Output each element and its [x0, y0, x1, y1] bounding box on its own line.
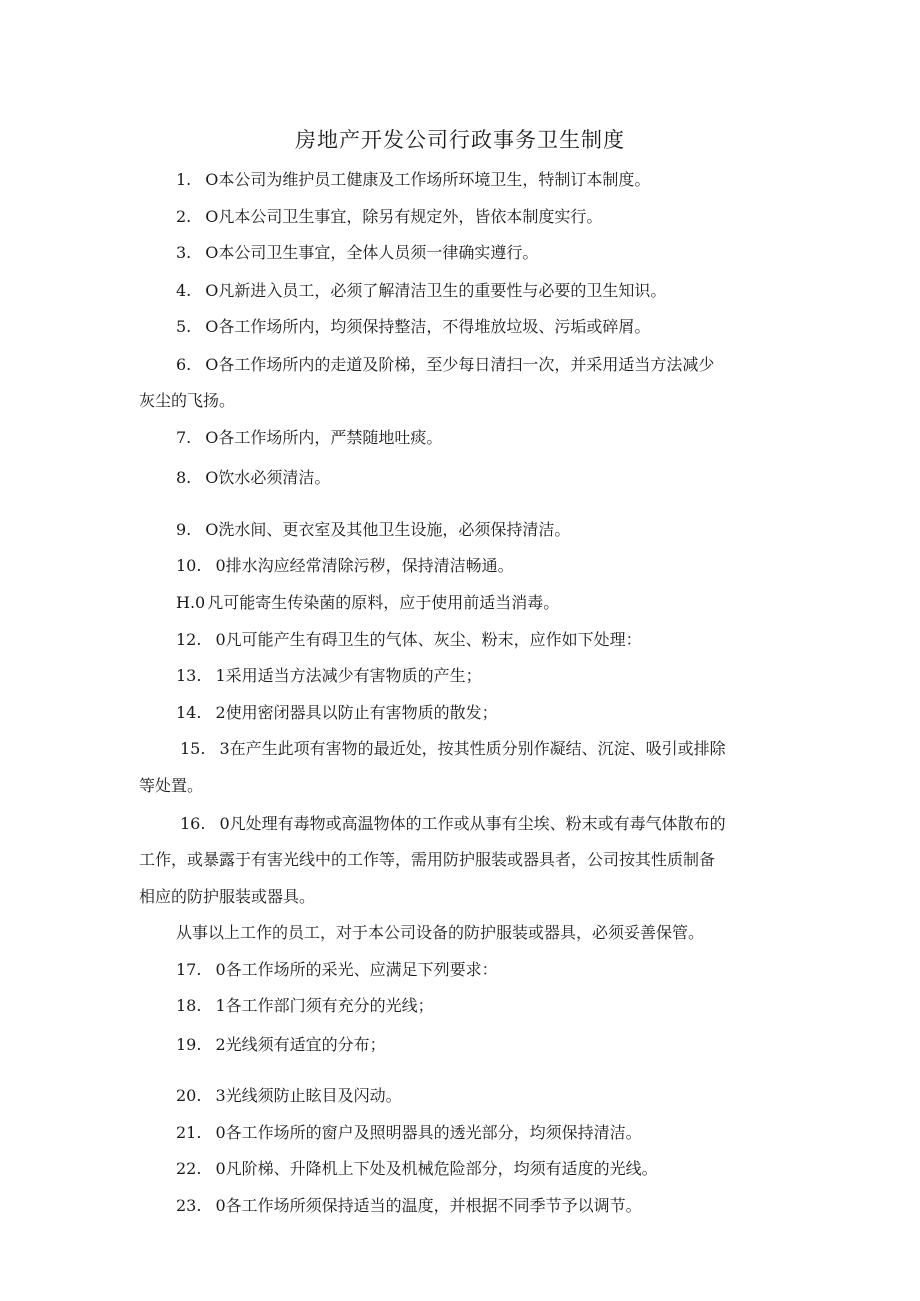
- item-text: 2使用密闭器具以防止有害物质的散发；: [215, 703, 498, 722]
- item-6-continuation: 灰尘的飞扬。: [139, 391, 236, 410]
- item-number: 12.: [176, 630, 202, 649]
- item-11: [176, 593, 559, 613]
- item-21: [176, 1123, 642, 1143]
- item-number: 4.: [176, 281, 192, 300]
- item-19: [176, 1035, 386, 1055]
- item-number: 17.: [176, 960, 202, 979]
- item-12: [176, 630, 642, 650]
- item-number: H.0: [176, 593, 206, 612]
- item-text: 1采用适当方法减少有害物质的产生；: [215, 666, 482, 685]
- item-text: 0凡处理有毒物或高温物体的工作或从事有尘埃、粉末或有毒气体散布的: [219, 814, 726, 833]
- item-number: 19.: [176, 1035, 202, 1054]
- item-8: [176, 468, 330, 488]
- item-15: [180, 739, 726, 759]
- item-text: O本公司卫生事宜，全体人员须一律确实遵行。: [205, 243, 539, 262]
- item-number: 18.: [176, 996, 202, 1015]
- item-text: 凡可能寄生传染菌的原料，应于使用前适当消毒。: [207, 593, 560, 612]
- item-number: 7.: [176, 428, 192, 447]
- item-1: [176, 170, 650, 190]
- item-text: O饮水必须清洁。: [205, 468, 331, 487]
- item-text: O洗水间、更衣室及其他卫生设施，必须保持清洁。: [205, 520, 571, 539]
- item-10: [176, 556, 514, 576]
- item-text: 0排水沟应经常清除污秽，保持清洁畅通。: [215, 556, 514, 575]
- document-title: 房地产开发公司行政事务卫生制度: [295, 128, 625, 152]
- item-text: 从事以上工作的员工，对于本公司设备的防护服装或器具，必须妥善保管。: [176, 923, 705, 942]
- item-text: O凡本公司卫生事宜，除另有规定外，皆依本制度实行。: [205, 207, 603, 226]
- item-number: 5.: [176, 317, 192, 336]
- item-text: O各工作场所内，严禁随地吐痰。: [205, 428, 443, 447]
- item-text: 1各工作部门须有充分的光线；: [215, 996, 434, 1015]
- item-text: 0各工作场所的窗户及照明器具的透光部分，均须保持清洁。: [215, 1123, 642, 1142]
- item-number: 16.: [180, 814, 206, 833]
- item-number: 22.: [176, 1159, 202, 1178]
- item-number: 6.: [176, 355, 192, 374]
- item-9: [176, 520, 570, 540]
- item-number: 14.: [176, 703, 202, 722]
- item-number: 1.: [176, 170, 192, 189]
- item-22: [176, 1159, 658, 1179]
- item-text: O各工作场所内的走道及阶梯，至少每日清扫一次，并采用适当方法减少: [205, 355, 715, 374]
- item-16-continuation: 工作，或暴露于有害光线中的工作等，需用防护服装或器具者，公司按其性质制备: [139, 850, 716, 869]
- item-18: [176, 996, 434, 1016]
- item-23: [176, 1196, 642, 1216]
- item-number: 2.: [176, 207, 192, 226]
- item-number: 23.: [176, 1196, 202, 1215]
- item-13: [176, 666, 482, 686]
- item-17: [176, 960, 498, 980]
- item-text: 3在产生此项有害物的最近处，按其性质分别作凝结、沉淀、吸引或排除: [219, 739, 726, 758]
- item-number: 10.: [176, 556, 202, 575]
- item-2: [176, 207, 602, 227]
- item-text: 0各工作场所须保持适当的温度，并根据不同季节予以调节。: [215, 1196, 642, 1215]
- item-4: [176, 281, 666, 301]
- item-text: O本公司为维护员工健康及工作场所环境卫生，特制订本制度。: [205, 170, 651, 189]
- item-number: 15.: [180, 739, 206, 758]
- item-16: [180, 814, 726, 834]
- item-5: [176, 317, 650, 337]
- item-number: 13.: [176, 666, 202, 685]
- item-text: 3光线须防止眩目及闪动。: [215, 1086, 402, 1105]
- item-text: 2光线须有适宜的分布；: [215, 1035, 386, 1054]
- item-15-continuation: 等处置。: [139, 776, 204, 795]
- item-number: 21.: [176, 1123, 202, 1142]
- item-16-continuation-2: 相应的防护服装或器具。: [139, 887, 316, 906]
- item-text: 0各工作场所的采光、应满足下列要求：: [215, 960, 498, 979]
- item-note: [176, 923, 704, 943]
- item-number: 9.: [176, 520, 192, 539]
- item-text: 0凡阶梯、升降机上下处及机械危险部分，均须有适度的光线。: [215, 1159, 658, 1178]
- item-3: [176, 243, 538, 263]
- item-text: O凡新进入员工，必须了解清洁卫生的重要性与必要的卫生知识。: [205, 281, 667, 300]
- item-text: O各工作场所内，均须保持整洁，不得堆放垃圾、污垢或碎屑。: [205, 317, 651, 336]
- item-number: 20.: [176, 1086, 202, 1105]
- item-6: [176, 355, 714, 375]
- item-text: 0凡可能产生有碍卫生的气体、灰尘、粉末，应作如下处理：: [215, 630, 642, 649]
- item-number: 3.: [176, 243, 192, 262]
- item-number: 8.: [176, 468, 192, 487]
- item-14: [176, 703, 498, 723]
- item-20: [176, 1086, 402, 1106]
- item-7: [176, 428, 442, 448]
